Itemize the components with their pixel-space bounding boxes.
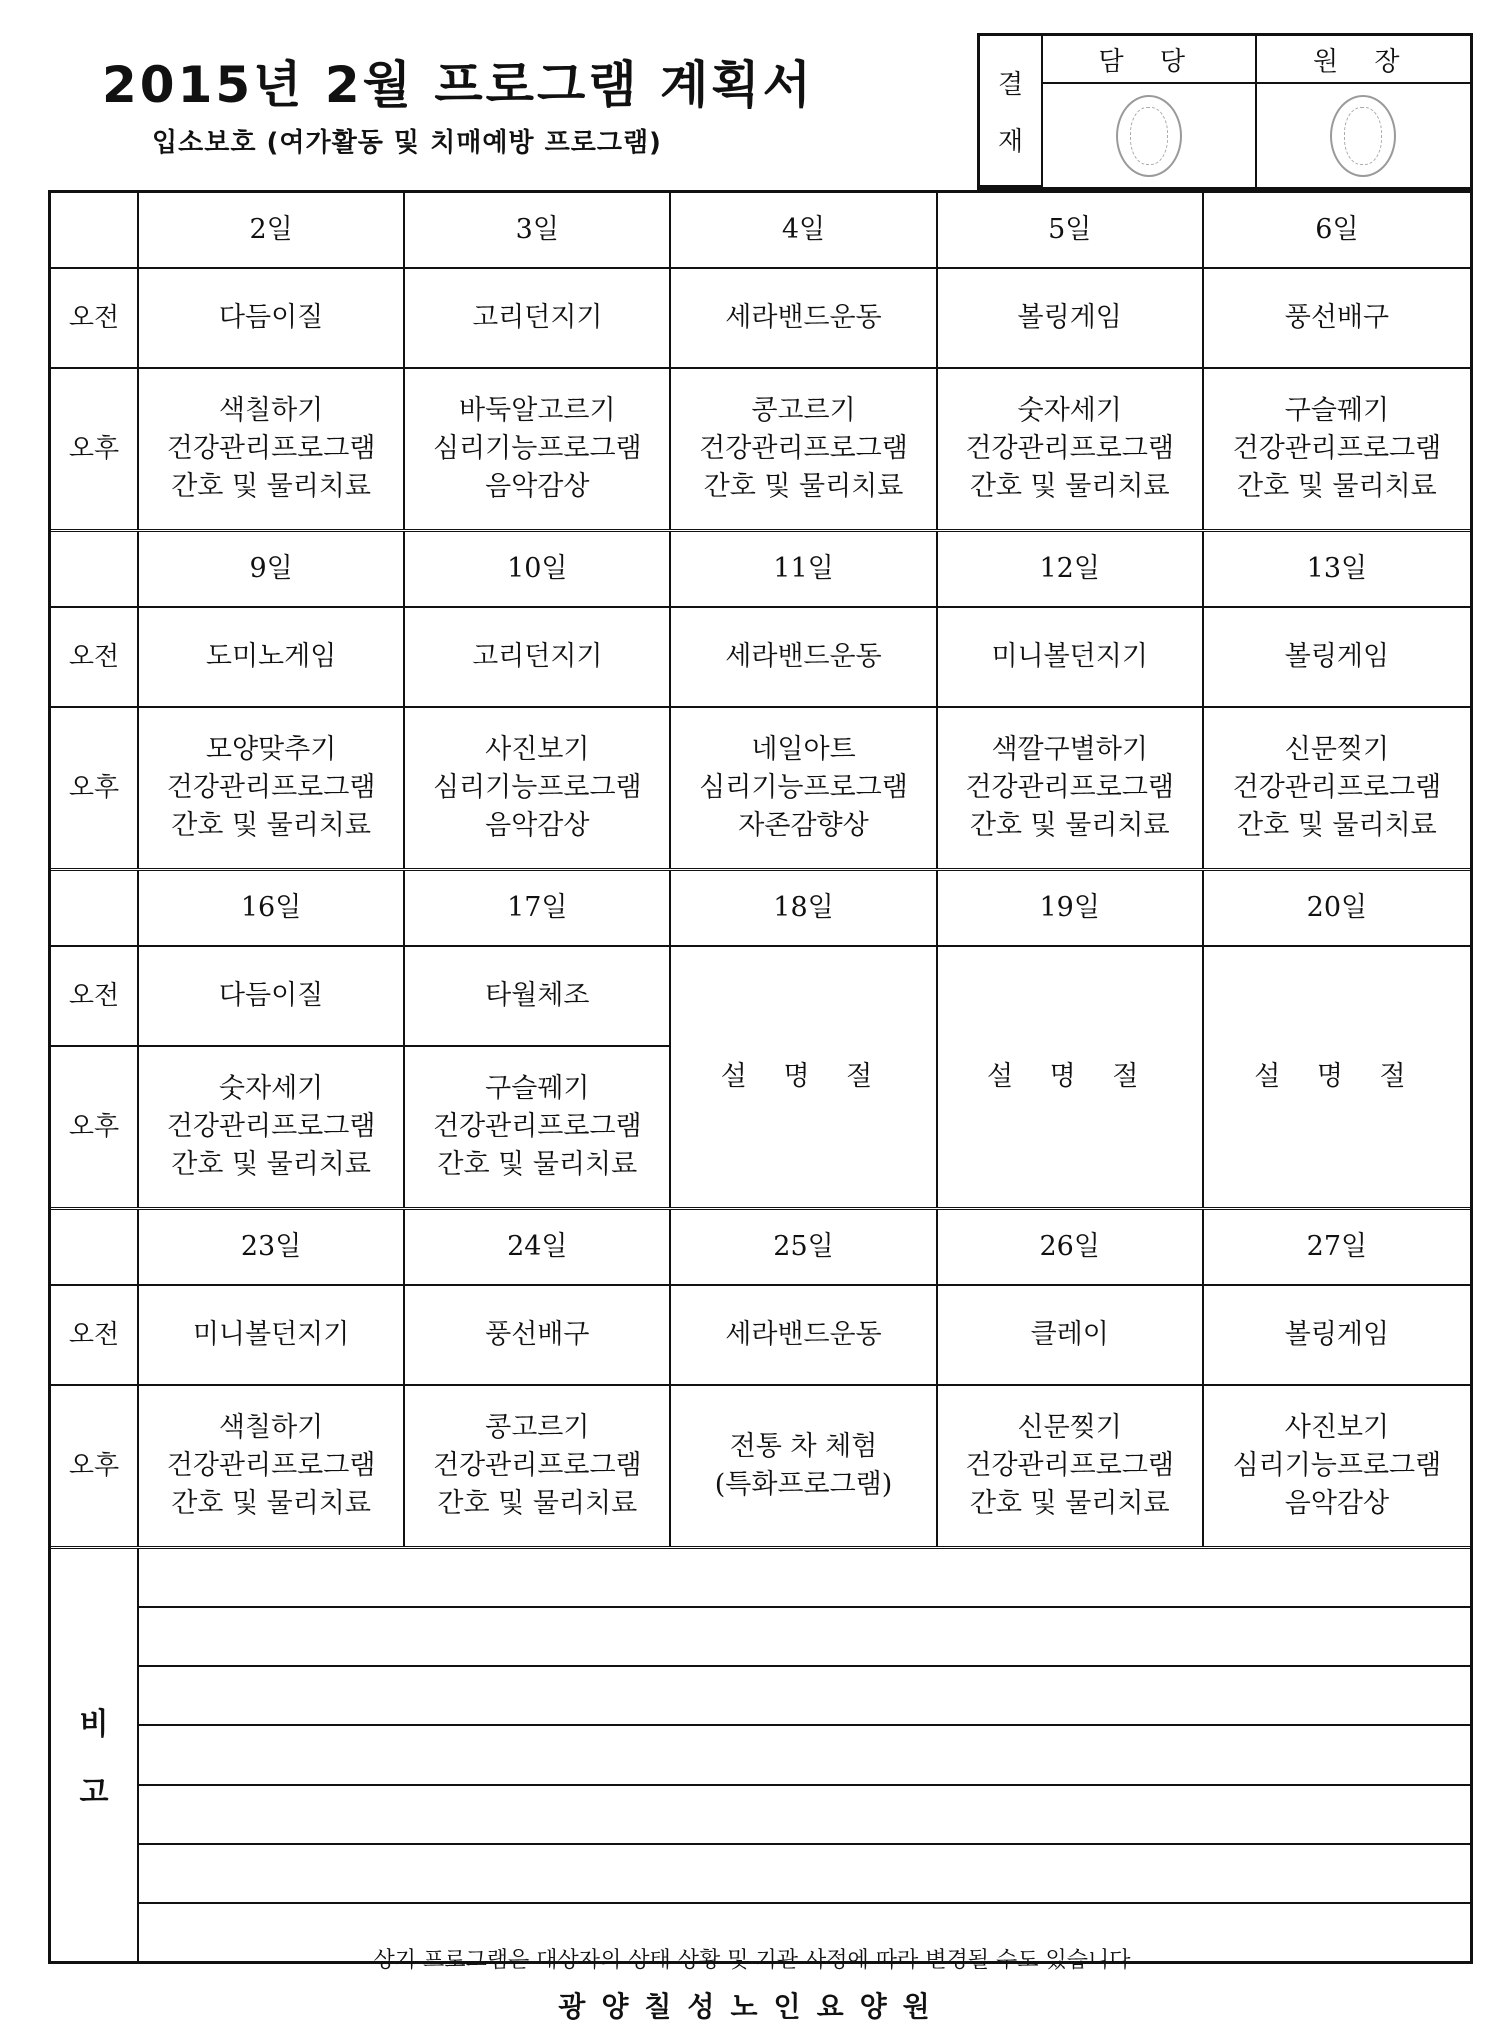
date-cell: 16일 [139,871,405,947]
pm-program-cell [938,1386,1204,1546]
pm-program-cell [139,708,405,868]
pm-program-line: 건강관리프로그램 [699,432,908,464]
date-cell: 3일 [405,193,671,269]
pm-program-line: 숫자세기 [1017,394,1122,426]
am-program-cell: 볼링게임 [938,269,1204,369]
am-program-cell: 미니볼던지기 [139,1286,405,1386]
approval-signature-director [1257,84,1471,187]
notes-line [139,1608,1470,1667]
notes-line [139,1549,1470,1608]
seal-stamp-icon [1330,95,1396,177]
pm-program-cell [405,708,671,868]
organization-name: 광양칠성노인요양원 [558,1990,946,2023]
pm-program-line: 신문찢기 [1017,1411,1122,1443]
date-cell: 10일 [405,532,671,608]
date-cell: 27일 [1204,1210,1470,1286]
pm-program-line: 건강관리프로그램 [965,1449,1175,1481]
pm-program-line: 색칠하기 [218,1411,324,1443]
pm-program-line: 모양맞추기 [205,733,337,765]
notes-line [139,1786,1470,1845]
am-label: 오전 [51,1286,139,1386]
pm-program-line: 건강관리프로그램 [1232,771,1442,803]
corner-cell [51,193,139,269]
pm-program-line: 건강관리프로그램 [166,771,376,803]
pm-program-line: 간호 및 물리치료 [171,471,371,503]
am-program-cell: 도미노게임 [139,608,405,708]
pm-program-line: 간호 및 물리치료 [437,1488,638,1520]
date-cell: 2일 [139,193,405,269]
pm-label: 오후 [51,708,139,868]
date-cell: 18일 [671,871,937,947]
pm-program-cell [1204,708,1470,868]
pm-program-line: 구슬꿰기 [1284,394,1390,426]
am-program-cell: 다듬이질 [139,947,405,1047]
pm-program-cell [938,369,1204,529]
pm-program-cell [1204,369,1470,529]
pm-program-line: 간호 및 물리치료 [969,810,1170,842]
date-cell: 12일 [938,532,1204,608]
notes-label-top: 비 [79,1707,109,1742]
am-program-cell: 타월체조 [405,947,671,1047]
pm-program-line: 건강관리프로그램 [166,1449,376,1481]
pm-label: 오후 [51,369,139,529]
approval-label-top: 결 [997,69,1024,100]
seal-stamp-icon [1116,95,1182,177]
pm-program-line: 간호 및 물리치료 [969,1488,1170,1520]
pm-program-cell [139,1386,405,1546]
pm-program-cell [405,369,671,529]
date-cell: 5일 [938,193,1204,269]
pm-program-line: 심리기능프로그램 [432,771,642,803]
pm-program-line: 간호 및 물리치료 [171,1149,371,1181]
date-cell: 25일 [671,1210,937,1286]
am-program-cell: 다듬이질 [139,269,405,369]
am-program-cell: 세라밴드운동 [671,1286,937,1386]
approval-header-director: 원 장 [1257,36,1471,84]
notes-line [139,1845,1470,1904]
pm-program-line: 간호 및 물리치료 [437,1149,638,1181]
pm-program-line: 간호 및 물리치료 [703,471,904,503]
pm-program-line: 콩고르기 [751,394,856,426]
am-program-cell: 풍선배구 [405,1286,671,1386]
date-cell: 6일 [1204,193,1470,269]
pm-program-cell [671,1386,937,1546]
approval-signature-staff [1043,84,1257,187]
pm-program-line: 음악감상 [1284,1488,1390,1520]
pm-label: 오후 [51,1047,139,1207]
date-cell: 23일 [139,1210,405,1286]
pm-program-cell [405,1386,671,1546]
notes-lines [139,1549,1470,1961]
date-cell: 19일 [938,871,1204,947]
date-cell: 9일 [139,532,405,608]
date-cell: 24일 [405,1210,671,1286]
pm-program-line: 색칠하기 [218,394,324,426]
pm-label: 오후 [51,1386,139,1546]
holiday-cell: 설 명 절 [1254,1060,1420,1092]
pm-program-cell [671,708,937,868]
pm-program-line: 건강관리프로그램 [166,1110,376,1142]
am-program-cell: 고리던지기 [405,269,671,369]
pm-program-line: 간호 및 물리치료 [171,1488,371,1520]
pm-program-cell [139,1047,405,1207]
pm-program-line: 신문찢기 [1284,733,1390,765]
pm-program-line: 간호 및 물리치료 [171,810,371,842]
page-title: 2015년 2월 프로그램 계획서 [102,56,814,114]
pm-program-line: 간호 및 물리치료 [1237,471,1437,503]
approval-box [977,33,1473,190]
pm-program-cell [1204,1386,1470,1546]
pm-program-line: 간호 및 물리치료 [1237,810,1437,842]
notes-line [139,1667,1470,1726]
approval-header-staff: 담 당 [1043,36,1257,84]
date-cell: 4일 [671,193,937,269]
am-program-cell: 볼링게임 [1204,608,1470,708]
corner-cell [51,871,139,947]
pm-program-line: 간호 및 물리치료 [969,471,1170,503]
week-block [51,1210,1470,1549]
date-cell: 13일 [1204,532,1470,608]
notes-label [51,1549,139,1961]
pm-program-line: 사진보기 [485,733,590,765]
pm-program-cell [671,369,937,529]
week-block [51,532,1470,871]
week-block [51,193,1470,532]
pm-program-line: 색깔구별하기 [991,733,1148,765]
notes-section [51,1549,1470,1961]
am-program-cell: 세라밴드운동 [671,608,937,708]
pm-program-line: 심리기능프로그램 [432,432,642,464]
am-label: 오전 [51,608,139,708]
date-cell: 20일 [1204,871,1470,947]
am-program-cell: 미니볼던지기 [938,608,1204,708]
pm-program-line: 건강관리프로그램 [965,771,1175,803]
am-program-cell: 클레이 [938,1286,1204,1386]
pm-program-line: 음악감상 [485,810,590,842]
schedule-table [48,190,1473,1964]
title-block [80,56,980,159]
approval-label [980,36,1043,187]
am-program-cell: 세라밴드운동 [671,269,937,369]
pm-program-line: 사진보기 [1284,1411,1390,1443]
holiday-cell: 설 명 절 [938,947,1204,1207]
footer-note: 상기 프로그램은 대상자의 상태 상황 및 기관 사정에 따라 변경될 수도 있습니다 [373,1948,1131,1973]
pm-program-line: 심리기능프로그램 [1232,1449,1442,1481]
date-cell: 11일 [671,532,937,608]
pm-program-line: (특화프로그램) [714,1469,893,1500]
am-label: 오전 [51,947,139,1047]
pm-program-line: 전통 차 체험 [729,1430,878,1462]
am-program-cell: 볼링게임 [1204,1286,1470,1386]
am-label: 오전 [51,269,139,369]
date-cell: 26일 [938,1210,1204,1286]
corner-cell [51,1210,139,1286]
pm-program-line: 건강관리프로그램 [965,432,1175,464]
notes-line [139,1726,1470,1785]
holiday-cell: 설 명 절 [671,947,937,1207]
pm-program-cell [139,369,405,529]
pm-program-line: 심리기능프로그램 [699,771,908,803]
pm-program-line: 건강관리프로그램 [432,1449,642,1481]
pm-program-line: 구슬꿰기 [485,1072,590,1104]
pm-program-line: 건강관리프로그램 [1232,432,1442,464]
pm-program-line: 자존감향상 [738,810,869,842]
pm-program-line: 건강관리프로그램 [432,1110,642,1142]
pm-program-cell [938,708,1204,868]
page-subtitle: 입소보호 (여가활동 및 치매예방 프로그램) [152,128,662,158]
pm-program-line: 네일아트 [751,733,856,765]
pm-program-line: 건강관리프로그램 [166,432,376,464]
notes-label-bottom: 고 [79,1775,109,1810]
pm-program-line: 바둑알고르기 [459,394,616,426]
pm-program-line: 음악감상 [485,471,590,503]
corner-cell [51,532,139,608]
pm-program-line: 숫자세기 [218,1072,324,1104]
am-program-cell: 고리던지기 [405,608,671,708]
am-program-cell: 풍선배구 [1204,269,1470,369]
approval-label-bottom: 재 [997,126,1024,157]
date-cell: 17일 [405,871,671,947]
pm-program-line: 콩고르기 [485,1411,590,1443]
pm-program-cell [405,1047,671,1207]
week-block [51,871,1470,1210]
